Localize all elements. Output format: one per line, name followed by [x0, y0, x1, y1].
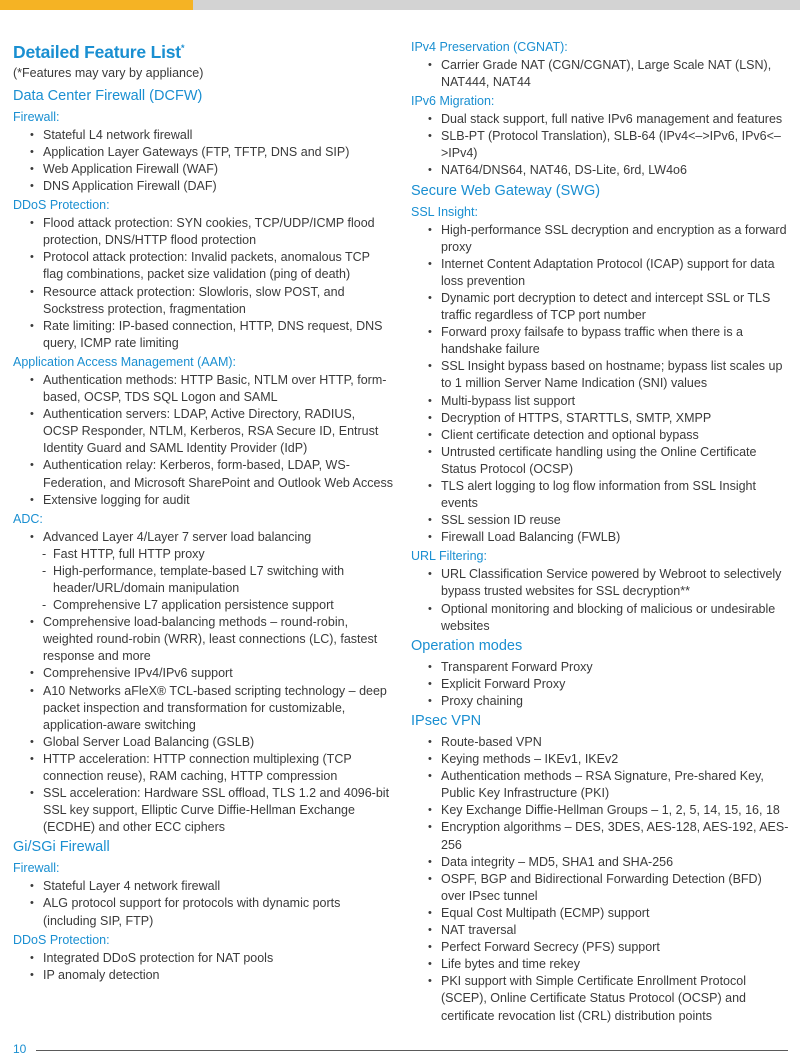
top-bar-gray [193, 0, 800, 10]
page-title: Detailed Feature List* [13, 41, 185, 62]
feature-subitem: - Comprehensive L7 application persistence support [13, 597, 393, 614]
feature-item: • Protocol attack protection: Invalid packets, anomalous TCP flag combinations, packet size validation (ping of death) [13, 249, 393, 283]
feature-item: • ALG protocol support for protocols with dynamic ports (including SIP, FTP) [13, 895, 393, 929]
feature-list [13, 127, 393, 195]
feature-item: • Data integrity – MD5, SHA1 and SHA-256 [411, 854, 789, 871]
feature-item: • Dual stack support, full native IPv6 management and features [411, 111, 789, 128]
feature-item: • Optional monitoring and blocking of malicious or undesirable websites [411, 601, 789, 635]
subsection-heading: Firewall: [13, 109, 60, 124]
feature-item: • Forward proxy failsafe to bypass traffic when there is a handshake failure [411, 324, 789, 358]
feature-item: • DNS Application Firewall (DAF) [13, 178, 393, 195]
top-bar-accent [0, 0, 193, 10]
feature-item: • Comprehensive IPv4/IPv6 support [13, 665, 393, 682]
subsection-heading: DDoS Protection: [13, 198, 110, 213]
feature-item: • TLS alert logging to log flow information from SSL Insight events [411, 478, 789, 512]
feature-item: • Carrier Grade NAT (CGN/CGNAT), Large Scale NAT (LSN), NAT444, NAT44 [411, 57, 789, 91]
feature-item: • Perfect Forward Secrecy (PFS) support [411, 939, 789, 956]
feature-item: • Life bytes and time rekey [411, 956, 789, 973]
feature-list [411, 734, 789, 1025]
feature-item: • HTTP acceleration: HTTP connection multiplexing (TCP connection reuse), RAM caching, HTTP compression [13, 751, 393, 785]
feature-item: • Authentication methods: HTTP Basic, NTLM over HTTP, form-based, OCSP, TDS SQL Logon and SAML [13, 372, 393, 406]
appliance-note: (*Features may vary by appliance) [13, 65, 204, 80]
feature-item: • Authentication methods – RSA Signature, Pre-shared Key, Public Key Infrastructure (PKI) [411, 768, 789, 802]
section-heading: Operation modes [411, 637, 523, 654]
feature-item: • SLB-PT (Protocol Translation), SLB-64 (IPv4<–>IPv6, IPv6<–>IPv4) [411, 128, 789, 162]
feature-list [411, 222, 789, 547]
page-number: 10 [13, 1042, 27, 1056]
feature-item: • Comprehensive load-balancing methods – round-robin, weighted round-robin (WRR), least connections (LC), fastest response and more [13, 614, 393, 665]
subsection-heading: ADC: [13, 511, 43, 526]
feature-item: • Route-based VPN [411, 734, 789, 751]
feature-item: • SSL session ID reuse [411, 512, 789, 529]
feature-item: • SSL acceleration: Hardware SSL offload, TLS 1.2 and 4096-bit SSL key support, Elliptic Curve Diffie-Hellman Exchange (ECDHE) and other ECC ciphers [13, 785, 393, 836]
section-heading: Gi/SGi Firewall [13, 839, 110, 856]
feature-list [411, 57, 789, 91]
footer-rule [36, 1050, 788, 1051]
feature-item: • Extensive logging for audit [13, 492, 393, 509]
feature-list [13, 529, 393, 837]
feature-item: • Stateful Layer 4 network firewall [13, 878, 393, 895]
section-heading: Data Center Firewall (DCFW) [13, 87, 203, 104]
subsection-heading: URL Filtering: [411, 549, 487, 564]
feature-item: • Authentication servers: LDAP, Active Directory, RADIUS, OCSP Responder, NTLM, Kerberos, RSA Secure ID, Entrust Identity Guard and SAML Identity Provider (IdP) [13, 406, 393, 457]
feature-subitem: - Fast HTTP, full HTTP proxy [13, 546, 393, 563]
left-column-content [13, 87, 393, 984]
subsection-heading: SSL Insight: [411, 204, 478, 219]
feature-item: • Dynamic port decryption to detect and intercept SSL or TLS traffic regardless of TCP port number [411, 290, 789, 324]
feature-item: • URL Classification Service powered by Webroot to selectively bypass trusted websites for SSL decryption** [411, 566, 789, 600]
feature-item: • Resource attack protection: Slowloris, slow POST, and Sockstress protection, fragmentation [13, 284, 393, 318]
feature-item: • SSL Insight bypass based on hostname; bypass list scales up to 1 million Server Name Indication (SNI) values [411, 358, 789, 392]
feature-item: • Integrated DDoS protection for NAT pools [13, 950, 393, 967]
feature-item: • High-performance SSL decryption and encryption as a forward proxy [411, 222, 789, 256]
feature-item: • Internet Content Adaptation Protocol (ICAP) support for data loss prevention [411, 256, 789, 290]
right-column [411, 38, 789, 1027]
feature-item: • Stateful L4 network firewall [13, 127, 393, 144]
feature-item: • Firewall Load Balancing (FWLB) [411, 529, 789, 546]
feature-item: • OSPF, BGP and Bidirectional Forwarding Detection (BFD) over IPsec tunnel [411, 871, 789, 905]
feature-list [411, 566, 789, 634]
feature-list [13, 950, 393, 984]
feature-list [411, 111, 789, 179]
feature-item: • Encryption algorithms – DES, 3DES, AES-128, AES-192, AES-256 [411, 819, 789, 853]
subsection-heading: IPv6 Migration: [411, 94, 495, 109]
subsection-heading: Application Access Management (AAM): [13, 354, 237, 369]
feature-item: • PKI support with Simple Certificate Enrollment Protocol (SCEP), Online Certificate Status Protocol (OCSP) and certificate revocation list (CRL) distribution points [411, 973, 789, 1024]
left-column [13, 38, 393, 986]
feature-list [13, 215, 393, 352]
feature-item: • IP anomaly detection [13, 967, 393, 984]
subsection-heading: DDoS Protection: [13, 932, 110, 947]
feature-item: • NAT64/DNS64, NAT46, DS-Lite, 6rd, LW4o6 [411, 162, 789, 179]
feature-item: • Transparent Forward Proxy [411, 659, 789, 676]
feature-item: • Client certificate detection and optional bypass [411, 427, 789, 444]
feature-item: • Decryption of HTTPS, STARTTLS, SMTP, XMPP [411, 410, 789, 427]
feature-subitem: - High-performance, template-based L7 switching with header/URL/domain manipulation [13, 563, 393, 597]
section-heading: Secure Web Gateway (SWG) [411, 182, 601, 199]
feature-item: • Multi-bypass list support [411, 393, 789, 410]
feature-item: • Application Layer Gateways (FTP, TFTP, DNS and SIP) [13, 144, 393, 161]
right-column-content [411, 39, 789, 1025]
feature-list [411, 659, 789, 710]
feature-item: • Global Server Load Balancing (GSLB) [13, 734, 393, 751]
section-heading: IPsec VPN [411, 713, 482, 729]
feature-item: • Authentication relay: Kerberos, form-based, LDAP, WS-Federation, and Microsoft SharePoint and Outlook Web Access [13, 457, 393, 491]
title-footnote-mark: * [180, 43, 185, 53]
feature-item: • Flood attack protection: SYN cookies, TCP/UDP/ICMP flood protection, DNS/HTTP flood protection [13, 215, 393, 249]
feature-item: • Advanced Layer 4/Layer 7 server load balancing [13, 529, 393, 546]
feature-item: • Web Application Firewall (WAF) [13, 161, 393, 178]
subsection-heading: IPv4 Preservation (CGNAT): [411, 40, 568, 54]
feature-item: • NAT traversal [411, 922, 789, 939]
feature-item: • Keying methods – IKEv1, IKEv2 [411, 751, 789, 768]
subsection-heading: Firewall: [13, 861, 60, 876]
feature-item: • Explicit Forward Proxy [411, 676, 789, 693]
feature-item: • Rate limiting: IP-based connection, HTTP, DNS request, DNS query, ICMP rate limiting [13, 318, 393, 352]
feature-item: • Equal Cost Multipath (ECMP) support [411, 905, 789, 922]
feature-item: • Untrusted certificate handling using the Online Certificate Status Protocol (OCSP) [411, 444, 789, 478]
top-color-bar [0, 0, 800, 10]
feature-item: • A10 Networks aFleX® TCL-based scripting technology – deep packet inspection and transformation for customizable, application-aware switching [13, 683, 393, 734]
feature-list [13, 878, 393, 929]
feature-item: • Key Exchange Diffie-Hellman Groups – 1, 2, 5, 14, 15, 16, 18 [411, 802, 789, 819]
feature-list [13, 372, 393, 509]
feature-item: • Proxy chaining [411, 693, 789, 710]
